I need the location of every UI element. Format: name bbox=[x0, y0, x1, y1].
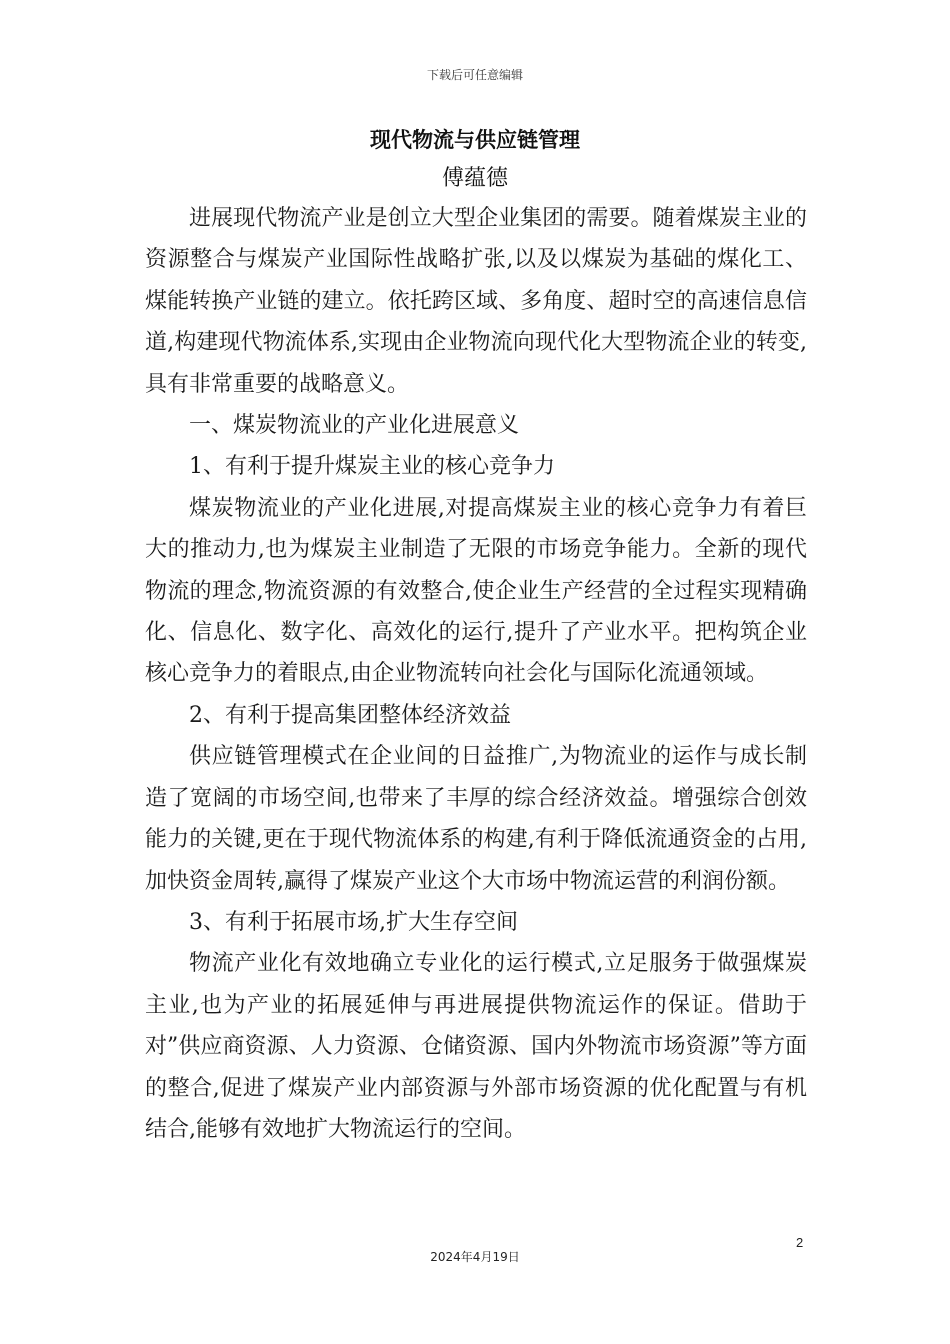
footer-date: 2024年4月19日 bbox=[430, 1250, 520, 1264]
paragraph-market-expansion: 物流产业化有效地确立专业化的运行模式,立足服务于做强煤炭主业,也为产业的拓展延伸与再进展提供物流运作的保证。借助于对”供应商资源、人力资源、仓储资源、国内外物流市场资源”等方面的整合,促进了煤炭产业内部资源与外部市场资源的优化配置与有机结合,能够有效地扩大物流运行的空间。 bbox=[145, 951, 807, 1142]
paragraph-economic-benefit: 供应链管理模式在企业间的日益推广,为物流业的运作与成长制造了宽阔的市场空间,也带来了丰厚的综合经济效益。增强综合创效能力的关键,更在于现代物流体系的构建,有利于降低流通资金的占用,加快资金周转,赢得了煤炭产业这个大市场中物流运营的利润份额。 bbox=[145, 744, 807, 894]
paragraph-intro: 进展现代物流产业是创立大型企业集团的需要。随着煤炭主业的资源整合与煤炭产业国际性战略扩张,以及以煤炭为基础的煤化工、煤能转换产业链的建立。依托跨区域、多角度、超时空的高速信息信道,构建现代物流体系,实现由企业物流向现代化大型物流企业的转变,具有非常重要的战略意义。 bbox=[145, 206, 807, 397]
document-body bbox=[145, 198, 807, 1150]
paragraph-core-competitiveness: 煤炭物流业的产业化进展,对提高煤炭主业的核心竞争力有着巨大的推动力,也为煤炭主业制造了无限的市场竞争能力。全新的现代物流的理念,物流资源的有效整合,使企业生产经营的全过程实现精确化、信息化、数字化、高效化的运行,提升了产业水平。把构筑企业核心竞争力的着眼点,由企业物流转向社会化与国际化流通领域。 bbox=[145, 495, 807, 687]
page-number: 2 bbox=[796, 1235, 804, 1250]
document-author: 傅蕴德 bbox=[441, 166, 508, 191]
header-note: 下载后可任意编辑 bbox=[426, 68, 523, 82]
subsection-heading-1: 1、有利于提升煤炭主业的核心竞争力 bbox=[189, 454, 555, 480]
document-title: 现代物流与供应链管理 bbox=[370, 128, 580, 152]
subsection-heading-2: 2、有利于提高集团整体经济效益 bbox=[189, 702, 511, 728]
section-heading-1: 一、煤炭物流业的产业化进展意义 bbox=[189, 413, 520, 439]
subsection-heading-3: 3、有利于拓展市场,扩大生存空间 bbox=[189, 909, 518, 935]
